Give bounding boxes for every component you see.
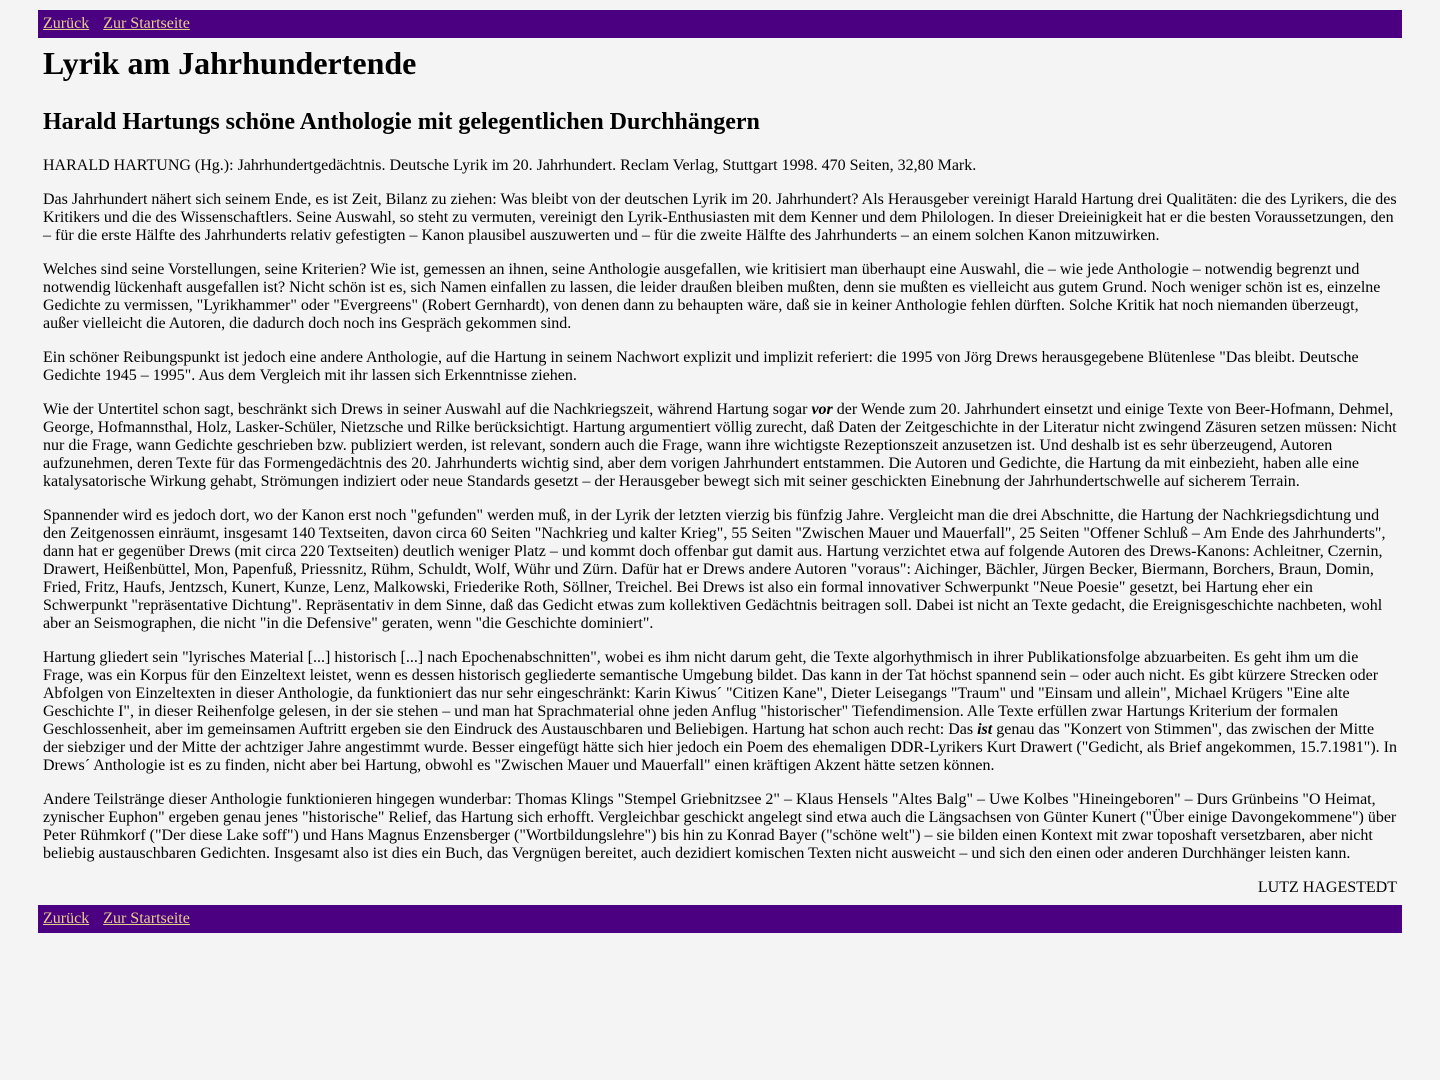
bibliography: HARALD HARTUNG (Hg.): Jahrhundertgedächtnis. Deutsche Lyrik im 20. Jahrhundert. Reclam Verlag, Stuttgart 1998. 470 Seiten, 32,80 Mark. — [43, 157, 977, 174]
paragraph-4 — [43, 401, 1397, 491]
paragraph-6-text-a: Hartung gliedert sein "lyrisches Material [...] historisch [...] nach Epochenabschnitten", wobei es ihm nicht darum geht, die Texte algorhythmisch in ihrer Publikationsfolge abzuarbeiten. Es geht ihm um die Frage, was ein Korpus für den Einzeltext leistet, wenn es dessen historisch gegliederte semantische Umgebung bildet. Das kann in der Tat höchst spannend sein – oder auch nicht. Es gibt kürzere Strecken oder Abfolgen von Einzeltexten in dieser Anthologie, da funktioniert das nur sehr eingeschränkt: Karin Kiwus´ "Citizen Kane", Dieter Leisegangs "Traum" und "Einsam und allein", Michael Krügers "Eine alte Geschichte I", in dieser Reihenfolge gelesen, in der sie stehen – und man hat Sprachmaterial ohne jeden Anflug "historischer" Tiefendimension. Alle Texte erfüllen zwar Hartungs Kriterium der formalen Geschlossenheit, aber im gemeinsamen Auftritt ergeben sie den Eindruck des Austauschbaren und Beliebigen. Hartung hat schon auch recht: Das — [43, 649, 1379, 738]
paragraph-5: Spannender wird es jedoch dort, wo der Kanon erst noch "gefunden" werden muß, in der Lyrik der letzten vierzig bis fünfzig Jahre. Vergleicht man die drei Abschnitte, die Hartung der Nachkriegsdichtung und den Zeitgenossen einräumt, insgesamt 140 Textseiten, davon circa 60 Seiten "Nachkrieg und kalter Krieg", 55 Seiten "Zwischen Mauer und Mauerfall", 25 Seiten "Offener Schluß – Am Ende des Jahrhunderts", dann hat er gegenüber Drews (mit circa 220 Textseiten) deutlich weniger Platz – und kommt doch offenbar gut damit aus. Hartung verzichtet etwa auf folgende Autoren des Drews-Kanons: Achleitner, Czernin, Drawert, Heißenbüttel, Mon, Papenfuß, Priessnitz, Rühm, Schuldt, Wolf, Wühr und Zürn. Dafür hat er Drews andere Autoren "voraus": Aichinger, Bächler, Jürgen Becker, Biermann, Borchers, Braun, Domin, Fried, Fritz, Haufs, Jentzsch, Kunert, Kunze, Lenz, Malkowski, Friederike Roth, Söllner, Treichel. Bei Drews ist also ein formal innovativer Schwerpunkt "Neue Poesie" gesetzt, bei Hartung eher ein Schwerpunkt "repräsentative Dichtung". Repräsentativ in dem Sinne, daß das Gedicht etwas zum kollektiven Gedächtnis beitragen soll. Dabei ist nicht an Texte gedacht, die Ereignisgeschichte nachbeten, wohl aber an Seismographen, die nicht "in die Defensive" geraten, wenn "die Geschichte dominiert". — [43, 507, 1386, 632]
article-title: Lyrik am Jahrhundertende — [43, 45, 417, 81]
author-signature: LUTZ HAGESTEDT — [1257, 879, 1397, 896]
home-link[interactable]: Zur Startseite — [103, 15, 190, 32]
page — [38, 10, 1402, 933]
top-navbar — [38, 10, 1402, 38]
article-subtitle: Harald Hartungs schöne Anthologie mit gelegentlichen Durchhängern — [43, 109, 760, 135]
article — [38, 45, 1402, 897]
bottom-navbar — [38, 905, 1402, 933]
home-link-bottom[interactable]: Zur Startseite — [103, 910, 190, 927]
paragraph-4-text-a: Wie der Untertitel schon sagt, beschränkt sich Drews in seiner Auswahl auf die Nachkriegszeit, während Hartung sogar — [43, 401, 812, 418]
paragraph-2: Welches sind seine Vorstellungen, seine Kriterien? Wie ist, gemessen an ihnen, seine Anthologie ausgefallen, wie kritisiert man überhaupt eine Auswahl, die – wie jede Anthologie – notwendig begrenzt und notwendig lückenhaft ausgefallen ist? Nicht schön ist es, sich Namen einfallen zu lassen, die leider draußen bleiben mußten, denn sie mußten es vielleicht aus gutem Grund. Noch weniger schön ist es, einzelne Gedichte zu vermissen, "Lyrikhammer" oder "Evergreens" (Robert Gernhardt), von denen dann zu behaupten wäre, daß sie in keiner Anthologie fehlen dürften. Solche Kritik hat noch niemanden überzeugt, außer vielleicht die Autoren, die dadurch doch noch ins Gespräch gekommen sind. — [43, 261, 1381, 332]
paragraph-4-text-b: der Wende zum 20. Jahrhundert einsetzt und einige Texte von Beer-Hofmann, Dehmel, George, Hofmannsthal, Holz, Lasker-Schüler, Nietzsche und Rilke berücksichtigt. Hartung argumentiert völlig zurecht, daß Daten der Zeitgeschichte in der Literatur nicht zwingend Zäsuren setzen müssen: Nicht nur die Frage, wann Gedichte geschrieben bzw. publiziert werden, ist relevant, sondern auch die Frage, wann ihre wichtigste Rezeptionszeit anzusetzen ist. Und deshalb ist es sehr überzeugend, Autoren aufzunehmen, deren Texte für das Formengedächtnis des 20. Jahrhunderts wichtig sind, aber dem vorigen Jahrhundert entstammen. Die Autoren und Gedichte, die Hartung da mit einbezieht, haben alle eine katalysatorische Wirkung gehabt, Strömungen indiziert oder neue Standards gesetzt – der Herausgeber bewegt sich mit seiner geschickten Einebnung der Jahrhundertschwelle auf sicherem Terrain. — [43, 401, 1397, 490]
paragraph-6 — [43, 649, 1397, 775]
paragraph-6-emphasis: ist — [977, 721, 993, 738]
paragraph-4-emphasis: vor — [811, 401, 833, 418]
paragraph-3: Ein schöner Reibungspunkt ist jedoch eine andere Anthologie, auf die Hartung in seinem Nachwort explizit und implizit referiert: die 1995 von Jörg Drews herausgegebene Blütenlese "Das bleibt. Deutsche Gedichte 1945 – 1995". Aus dem Vergleich mit ihr lassen sich Erkenntnisse ziehen. — [43, 349, 1359, 384]
paragraph-1: Das Jahrhundert nähert sich seinem Ende, es ist Zeit, Bilanz zu ziehen: Was bleibt von der deutschen Lyrik im 20. Jahrhundert? Als Herausgeber vereinigt Harald Hartung drei Qualitäten: die des Lyrikers, die des Kritikers und die des Wissenschaftlers. Seine Auswahl, so steht zu vermuten, vereinigt den Lyrik-Enthusiasten mit dem Kenner und dem Philologen. In dieser Dreieinigkeit hat er die besten Voraussetzungen, den – für die erste Hälfte des Jahrhunderts relativ gefestigten – Kanon plausibel auszuwerten und – für die zweite Hälfte des Jahrhunderts – an einem solchen Kanon mitzuwirken. — [43, 191, 1397, 244]
back-link[interactable]: Zurück — [43, 15, 90, 32]
paragraph-7: Andere Teilstränge dieser Anthologie funktionieren hingegen wunderbar: Thomas Klings "Stempel Griebnitzsee 2" – Klaus Hensels "Altes Balg" – Uwe Kolbes "Hineingeboren" – Durs Grünbeins "O Heimat, zynischer Euphon" ergeben genau jenes "historische" Relief, das Hartung sich erhofft. Vergleichbar geschickt angelegt sind etwa auch die Längsachsen von Günter Kunert ("Über einige Davongekommene") über Peter Rühmkorf ("Der diese Lake soff") und Hans Magnus Enzensberger ("Wortbildungslehre") bis hin zu Konrad Bayer ("schöne welt") – sie bilden einen Kontext mit zwar toposhaft versetzbaren, aber nicht beliebig austauschbaren Gedichten. Insgesamt also ist dies ein Buch, das Vergnügen bereitet, auch dezidiert komischen Texten nicht ausweicht – und sich den einen oder anderen Durchhänger leisten kann. — [43, 791, 1397, 862]
back-link-bottom[interactable]: Zurück — [43, 910, 90, 927]
paragraph-6-text-b: genau das "Konzert von Stimmen", das zwischen der Mitte der siebziger und der Mitte der achtziger Jahre angestimmt wurde. Besser eingefügt hätte sich hier jedoch ein Poem des ehemaligen DDR-Lyrikers Kurt Drawert ("Gedicht, als Brief angekommen, 15.7.1981"). In Drews´ Anthologie ist es zu finden, nicht aber bei Hartung, obwohl es "Zwischen Mauer und Mauerfall" einen kräftigen Akzent hätte setzen können. — [43, 721, 1397, 774]
